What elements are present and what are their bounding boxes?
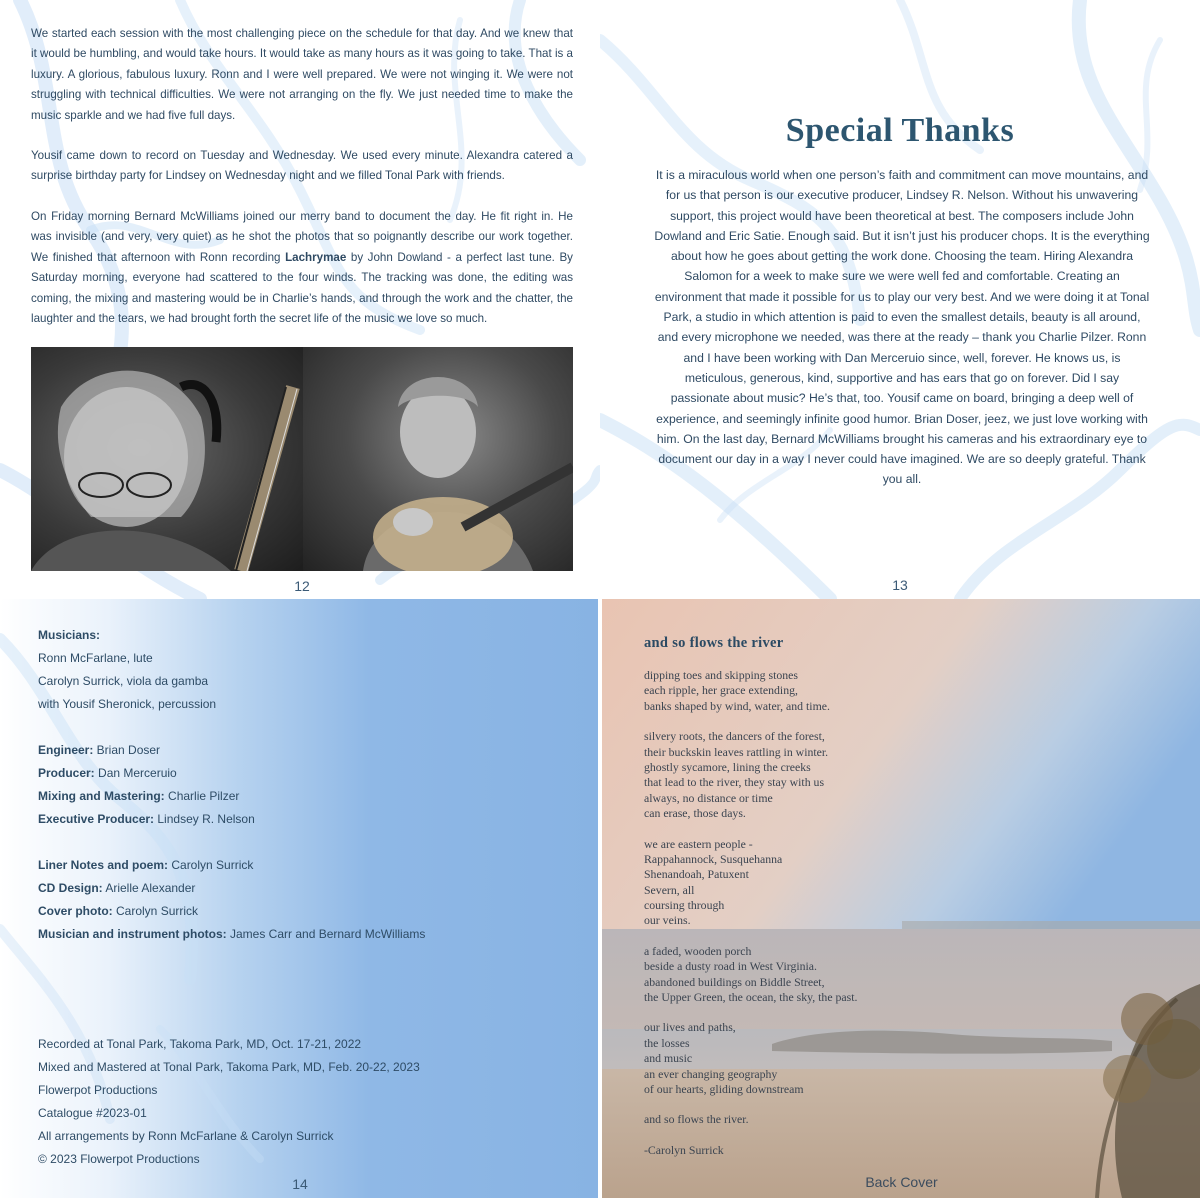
page-12 (0, 0, 600, 599)
footer-line: Flowerpot Productions (38, 1083, 158, 1097)
page-number-13: 13 (892, 577, 908, 593)
photo-strip (31, 347, 573, 571)
poem-stanza-1 (644, 668, 964, 714)
poem-line: the Upper Green, the ocean, the sky, the past. (644, 990, 858, 1005)
poem-line: their buckskin leaves rattling in winter. (644, 744, 829, 759)
poem-line: -Carolyn Surrick (644, 1142, 724, 1157)
poem-line: always, no distance or time (644, 790, 773, 805)
paragraph-3-end: by John Dowland - a perfect last tune. By Saturday morning, everyone had scattered to the four winds. The tracking was done, the editing was coming, the mixing and mastering would be in Charlie’s hands, and through the work and the chatter, the laughter and the tears, we had brought forth the secret life of the music we love so much. (31, 250, 573, 326)
poem-line: the losses (644, 1035, 690, 1050)
credit-cover-photo: Cover photo: Carolyn Surrick (38, 904, 199, 918)
page-number-12: 12 (294, 578, 310, 594)
poem-line: our lives and paths, (644, 1020, 736, 1035)
poem-line: banks shaped by wind, water, and time. (644, 698, 830, 713)
credit-cd-design: CD Design: Arielle Alexander (38, 881, 196, 895)
poem-line: that lead to the river, they stay with us (644, 775, 825, 790)
poem-line: of our hearts, gliding downstream (644, 1081, 804, 1096)
paragraph-1: We started each session with the most challenging piece on the schedule for that day. And we knew that it would be humbling, and would take hours. It would take as many hours as it was going to take. That is a luxury. A glorious, fabulous luxury. Ronn and I were well prepared. We were not winging it. We were not struggling with technical difficulties. We were not arranging on the fly. We just needed time to make the music sparkle and we had five full days. (31, 27, 573, 122)
special-thanks-body: It is a miraculous world when one person’s faith and commitment can move mountains, and for us that person is our executive producer, Lindsey R. Nelson. Without his unwavering support, this project would have been theoretical at best. The composers include John Dowland and Eric Satie. Enough said. But it isn’t just his producer chops. It is the everything about how he goes about getting the work done. Choosing the team. Hiring Alexandra Salomon for a week to make sure we were well fed and comfortable. Creating an environment that made it possible for us to play our very best. And we were doing it at Tonal Park, a studio in which attention is paid to even the smallest details, beauty is all around, and every microphone we needed, was there at the ready – thank you Charlie Pilzer. Ronn and I have been working with Dan Merceruio since, well, forever. He knows us, is meticulous, generous, kind, supportive and has ears that go on forever. Did I say passionate about music? He’s that, too. Yousif came on board, bringing a deep well of experience, and seemingly infinite good humor. Brian Doser, jeez, we just love working with him. On the last day, Bernard McWilliams brought his cameras and his extraordinary eye to document our day in a way I never could have imagined. We are so deeply grateful. Thank you all. (654, 168, 1150, 487)
musician-ronn: Ronn McFarlane, lute (38, 651, 153, 665)
musician-yousif: with Yousif Sheronick, percussion (38, 697, 217, 711)
poem-stanza-2 (644, 729, 964, 821)
footer-line: Mixed and Mastered at Tonal Park, Takoma Park, MD, Feb. 20-22, 2023 (38, 1060, 420, 1074)
poem-line: Severn, all (644, 882, 695, 897)
photo-carolyn-with-viola (31, 347, 303, 571)
musicians-heading: Musicians: (38, 628, 101, 642)
credit-producer: Producer: Dan Merceruio (38, 766, 177, 780)
page-number-14: 14 (292, 1176, 308, 1192)
poem-stanza-5 (644, 1020, 964, 1097)
poem-line: an ever changing geography (644, 1066, 778, 1081)
photo-ronn-with-lute (303, 347, 573, 571)
back-cover-label: Back Cover (865, 1174, 938, 1190)
poem-line: beside a dusty road in West Virginia. (644, 959, 817, 974)
special-thanks-title: Special Thanks (785, 112, 1015, 149)
back-cover-page (602, 599, 1200, 1198)
credit-engineer: Engineer: Brian Doser (38, 743, 161, 757)
poem-line: our veins. (644, 913, 691, 928)
poem-line: and music (644, 1051, 693, 1066)
poem-line: silvery roots, the dancers of the forest, (644, 729, 825, 744)
poem-stanza-4 (644, 944, 964, 1006)
poem-signature (644, 1143, 964, 1158)
poem-line: and so flows the river. (644, 1112, 749, 1127)
poem-line: each ripple, her grace extending, (644, 683, 798, 698)
poem-line: abandoned buildings on Biddle Street, (644, 974, 825, 989)
poem-title: and so flows the river (644, 635, 784, 651)
footer-line: All arrangements by Ronn McFarlane & Carolyn Surrick (38, 1129, 334, 1143)
poem-line: we are eastern people - (644, 836, 753, 851)
paragraph-3-start: On Friday morning Bernard McWilliams joined our merry band to document the day. He fit right in. He was invisible (and very, very quiet) as he shot the photos that so poignantly describe our work together. We finished that afternoon with Ronn recording (31, 210, 573, 264)
footer-line: Catalogue #2023-01 (38, 1106, 147, 1120)
poem-stanza-6 (644, 1112, 964, 1127)
credit-executive-producer: Executive Producer: Lindsey R. Nelson (38, 812, 255, 826)
footer-line: © 2023 Flowerpot Productions (38, 1152, 200, 1166)
musician-carolyn: Carolyn Surrick, viola da gamba (38, 674, 209, 688)
poem-line: dipping toes and skipping stones (644, 668, 799, 682)
poem-stanza-3 (644, 837, 964, 929)
poem-line: a faded, wooden porch (644, 943, 752, 958)
poem-line: can erase, those days. (644, 806, 746, 821)
credits-block (38, 624, 558, 946)
credit-liner-notes: Liner Notes and poem: Carolyn Surrick (38, 858, 254, 872)
poem-line: coursing through (644, 898, 725, 913)
poem (644, 668, 964, 1173)
poem-line: ghostly sycamore, lining the creeks (644, 759, 811, 774)
paragraph-2: Yousif came down to record on Tuesday and Wednesday. We used every minute. Alexandra catered a surprise birthday party for Lindsey on Wednesday night and we filled Tonal Park with friends. (31, 149, 573, 183)
credit-photos: Musician and instrument photos: James Carr and Bernard McWilliams (38, 927, 426, 941)
recording-info (38, 1033, 558, 1171)
footer-line: Recorded at Tonal Park, Takoma Park, MD, Oct. 17-21, 2022 (38, 1037, 362, 1051)
lachrymae-bold: Lachrymae (285, 250, 347, 264)
poem-line: Rappahannock, Susquehanna (644, 851, 783, 866)
poem-line: Shenandoah, Patuxent (644, 867, 749, 882)
paragraph-3 (31, 207, 573, 329)
credit-mixing: Mixing and Mastering: Charlie Pilzer (38, 789, 240, 803)
